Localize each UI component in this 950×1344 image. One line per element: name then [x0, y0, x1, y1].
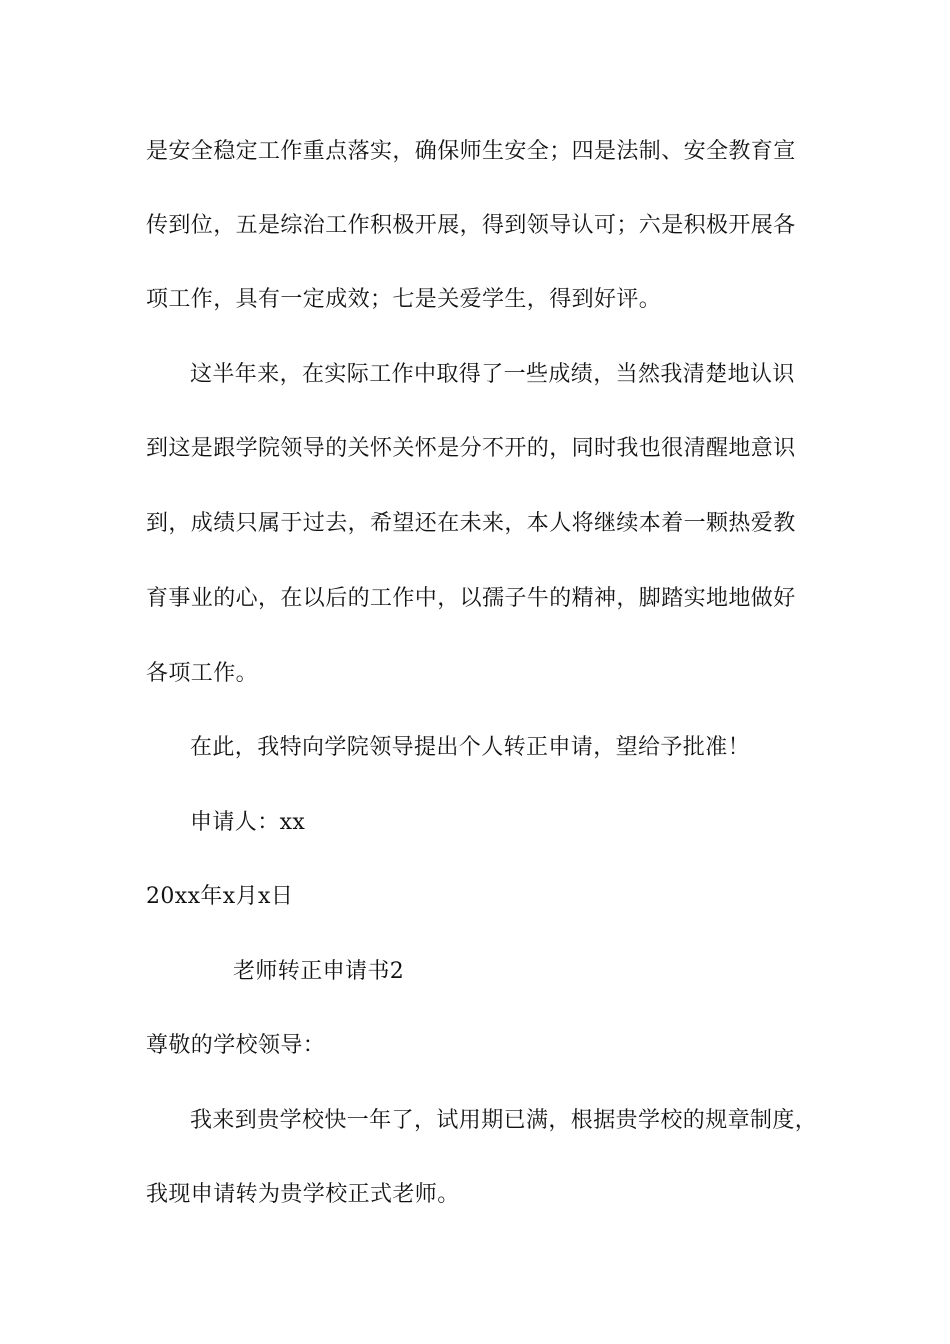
salutation: 尊敬的学校领导： [146, 1033, 326, 1058]
section-title: 老师转正申请书2 [233, 959, 405, 984]
paragraph-line-9: 我来到贵学校快一年了，试用期已满，根据贵学校的规章制度， [190, 1108, 818, 1133]
date-line: 20xx年x月x日 [146, 884, 294, 909]
paragraph-line-6: 到，成绩只属于过去，希望还在未来，本人将继续本着一颗热爱教 [146, 511, 796, 536]
paragraph-line-1: 是安全稳定工作重点落实，确保师生安全；四是法制、安全教育宣 [146, 139, 796, 164]
paragraph-line-8: 各项工作。 [146, 661, 259, 686]
applicant-line: 申请人：xx [190, 810, 306, 835]
paragraph-line-3: 项工作，具有一定成效；七是关爱学生，得到好评。 [146, 287, 662, 312]
paragraph-line-2: 传到位，五是综治工作积极开展，得到领导认可；六是积极开展各 [146, 213, 796, 238]
request-statement: 在此，我特向学院领导提出个人转正申请，望给予批准！ [190, 735, 751, 760]
paragraph-line-5: 到这是跟学院领导的关怀关怀是分不开的，同时我也很清醒地意识 [146, 436, 796, 461]
paragraph-line-4: 这半年来，在实际工作中取得了一些成绩，当然我清楚地认识 [190, 362, 795, 387]
paragraph-line-7: 育事业的心，在以后的工作中，以孺子牛的精神，脚踏实地地做好 [146, 586, 796, 611]
paragraph-line-10: 我现申请转为贵学校正式老师。 [146, 1182, 460, 1207]
